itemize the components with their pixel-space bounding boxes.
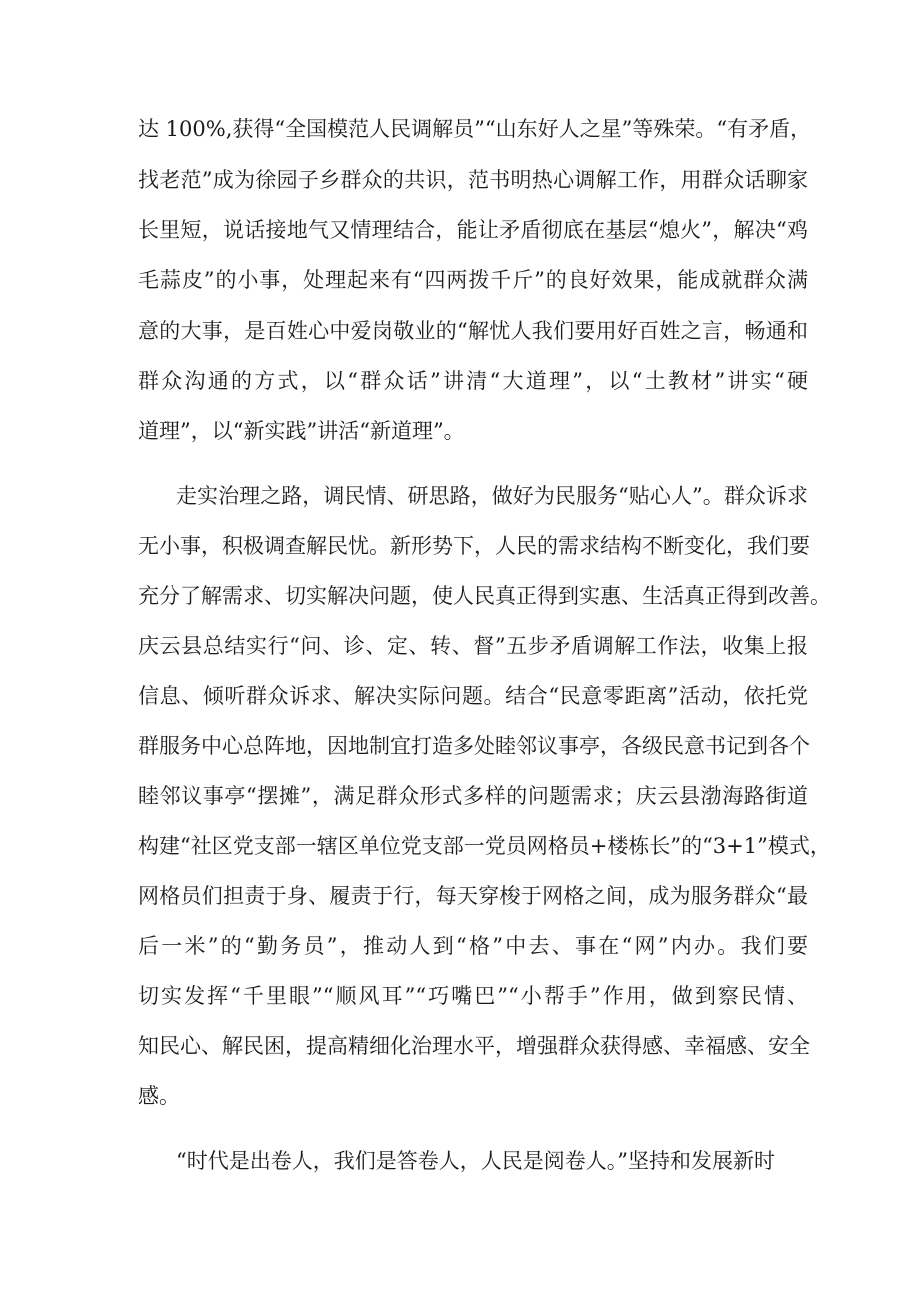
text-line: 找老范”成为徐园子乡群众的共识，范书明热心调解工作，用群众话聊家 bbox=[138, 168, 808, 192]
text-line: 达 100%,获得“全国模范人民调解员”“山东好人之星”等殊荣。“有矛盾， bbox=[138, 117, 812, 141]
text-line: 网格员们担责于身、履责于行，每天穿梭于网格之间，成为服务群众“最 bbox=[138, 884, 808, 908]
text-line: 意的大事，是百姓心中爱岗敬业的“解忧人我们要用好百姓之言，畅通和 bbox=[138, 319, 808, 343]
text-line: 切实发挥“千里眼”“顺风耳”“巧嘴巴”“小帮手”作用，做到察民情、 bbox=[138, 984, 808, 1008]
text-line: 道理”，以“新实践”讲活“新道理”。 bbox=[138, 419, 465, 443]
text-line: 走实治理之路，调民情、研思路，做好为民服务“贴心人”。群众诉求 bbox=[176, 484, 808, 508]
text-line: 庆云县总结实行“问、诊、定、转、督”五步矛盾调解工作法，收集上报 bbox=[138, 634, 808, 658]
text-line: 信息、倾听群众诉求、解决实际问题。结合“民意零距离”活动，依托党 bbox=[138, 684, 808, 708]
text-line: 毛蒜皮”的小事，处理起来有“四两拨千斤”的良好效果，能成就群众满 bbox=[138, 268, 808, 292]
text-line: 群服务中心总阵地，因地制宜打造多处睦邻议事亭，各级民意书记到各个 bbox=[138, 734, 810, 758]
text-line: 长里短，说话接地气又情理结合，能让矛盾彻底在基层“熄火”，解决“鸡 bbox=[138, 218, 808, 242]
text-line: “时代是出卷人，我们是答卷人，人民是阅卷人。”坚持和发展新时 bbox=[176, 1149, 775, 1173]
text-line: 无小事，积极调查解民忧。新形势下，人民的需求结构不断变化，我们要 bbox=[138, 534, 810, 558]
text-line: 感。 bbox=[138, 1084, 180, 1108]
text-line: 知民心、解民困，提高精细化治理水平，增强群众获得感、幸福感、安全 bbox=[138, 1034, 810, 1058]
text-line: 构建“社区党支部一辖区单位党支部一党员网格员+楼栋长”的“3+1”模式， bbox=[138, 834, 831, 858]
text-line: 群众沟通的方式，以“群众话”讲清“大道理”，以“土教材”讲实“硬 bbox=[138, 369, 808, 393]
text-line: 睦邻议事亭“摆摊”，满足群众形式多样的问题需求；庆云县渤海路街道 bbox=[138, 784, 808, 808]
text-line: 后一米”的“勤务员”，推动人到“格”中去、事在“网”内办。我们要 bbox=[138, 934, 808, 958]
text-line: 充分了解需求、切实解决问题，使人民真正得到实惠、生活真正得到改善。 bbox=[138, 584, 831, 608]
